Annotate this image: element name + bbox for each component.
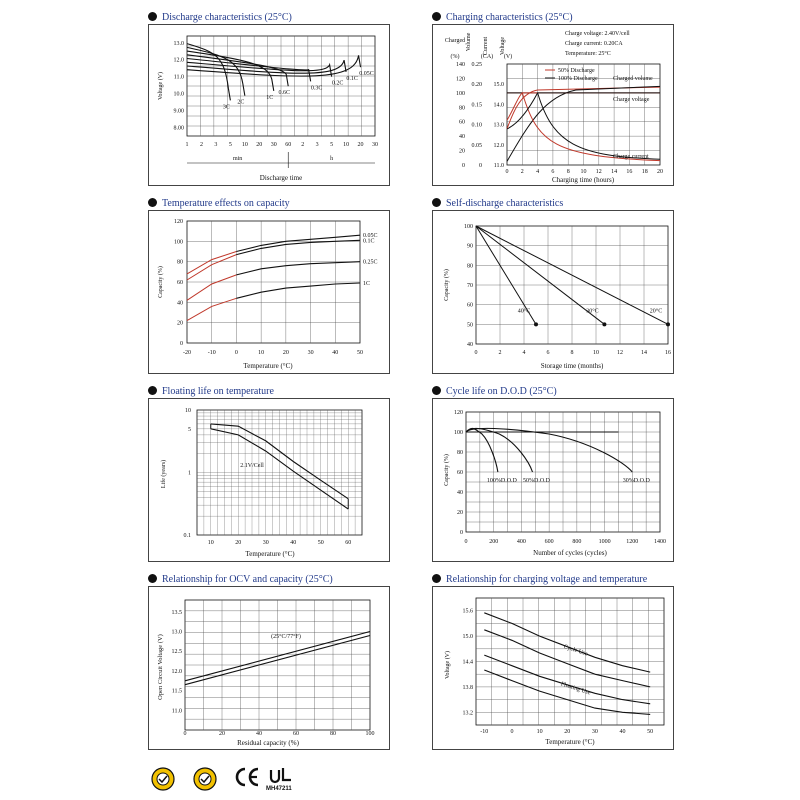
discharge-x-tick: 5 [228, 142, 232, 148]
discharge-x-tick: 10 [241, 142, 248, 148]
ocv-x-tick: 0 [183, 731, 187, 737]
ocv-x-tick: 40 [256, 731, 262, 737]
charging-legend-50: 50% Discharge [558, 68, 595, 74]
charge-voltage-band-label: Floating Use [559, 681, 592, 697]
temperature-series-label: 0.1C [363, 238, 375, 245]
charging-current-tick: 0 [479, 163, 482, 169]
self-discharge-x-tick: 12 [617, 350, 623, 356]
discharge-unit-h: h [330, 156, 334, 162]
ce-mark-icon [234, 766, 260, 788]
charging-x-tick: 16 [626, 169, 633, 175]
panel-title-text: Relationship for OCV and capacity (25°C) [162, 574, 333, 585]
floating-y-tick: 0.1 [183, 533, 191, 539]
self-discharge-series-label: 30°C [586, 308, 599, 315]
ocv-annotation: (25°C/77°F) [271, 634, 301, 640]
self-discharge-y-tick: 50 [467, 322, 473, 329]
iso-certification-icon [150, 766, 176, 792]
floating-y-label: Life (years) [161, 459, 167, 489]
charging-header-capacity-2: Volume [466, 32, 472, 52]
floating-y-tick: 1 [188, 470, 191, 477]
charging-x-tick: 18 [641, 169, 648, 175]
self-discharge-x-tick: 16 [665, 350, 671, 356]
temperature-x-tick: 0 [234, 350, 238, 356]
self-discharge-y-tick: 60 [467, 302, 473, 309]
charging-current-tick: 0.10 [471, 122, 482, 129]
discharge-series-label: 0.05C [359, 71, 374, 78]
temperature-y-tick: 100 [174, 239, 183, 246]
discharge-x-tick: 5 [330, 142, 334, 148]
self-discharge-y-tick: 80 [467, 263, 473, 270]
temperature-series-label: 0.25C [363, 259, 378, 266]
self-discharge-y-tick: 70 [467, 283, 473, 289]
cycle-x-tick: 0 [464, 539, 468, 545]
temperature-y-tick: 40 [177, 300, 183, 307]
temperature-y-tick: 60 [177, 280, 183, 286]
charging-header-current: Current [483, 36, 489, 56]
discharge-x-tick: 2 [301, 142, 305, 148]
charge-voltage-x-tick: 10 [536, 729, 543, 735]
cycle-y-label: Capacity (%) [444, 454, 450, 486]
charging-x-tick: 10 [580, 169, 587, 175]
discharge-x-label: Discharge time [259, 174, 303, 182]
charging-info-line: Charge current: 0.20CA [565, 41, 623, 47]
charging-voltage-tick: 13.0 [493, 122, 504, 129]
floating-y-tick: 10 [185, 408, 191, 414]
floating-x-tick: 30 [262, 540, 269, 546]
charge-voltage-lower-0 [484, 630, 650, 687]
panel-title-text: Cycle life on D.O.D (25°C) [446, 386, 557, 397]
charging-voltage-tick: 12.0 [493, 142, 504, 149]
self-discharge-x-tick: 0 [474, 350, 478, 356]
ocv-y-tick: 13.0 [171, 629, 182, 636]
self-discharge-y-tick: 40 [467, 342, 473, 348]
cycle-x-tick: 1200 [626, 539, 639, 545]
self-discharge-x-tick: 10 [593, 350, 599, 356]
discharge-series-label: 0.2C [331, 80, 344, 87]
discharge-y-label: Voltage (V) [158, 71, 164, 101]
panel-title-text: Temperature effects on capacity [162, 198, 290, 209]
temperature-x-tick: 20 [282, 350, 289, 356]
charging-voltage-tick: 11.0 [493, 163, 504, 169]
charging-current-tick: 0.25 [471, 62, 482, 68]
discharge-y-tick: 11.0 [173, 74, 184, 81]
self-discharge-x-label: Storage time (months) [540, 362, 604, 370]
cycle-series-label: 30%D.O.D [622, 478, 650, 484]
charging-annotation-current: Charge current [613, 154, 649, 160]
floating-x-tick: 10 [207, 540, 214, 546]
discharge-series-label: 3C [222, 104, 230, 111]
charging-current-tick: 0.05 [471, 142, 482, 149]
ocv-y-tick: 13.5 [171, 609, 182, 616]
charging-annotation-voltage: Charge voltage [613, 97, 650, 103]
charging-capacity-tick: 20 [459, 148, 465, 155]
discharge-x-tick: 20 [357, 142, 364, 148]
charging-header-capacity-1: Charged [444, 38, 466, 44]
charging-x-tick: 4 [536, 169, 540, 175]
charging-x-tick: 8 [566, 169, 570, 175]
charge-voltage-y-tick: 13.8 [462, 684, 473, 691]
discharge-x-tick: 3 [315, 142, 319, 148]
self-discharge-series-label: 20°C [649, 308, 663, 315]
panel-title-text: Floating life on temperature [162, 386, 274, 397]
discharge-x-tick: 30 [372, 142, 378, 148]
temperature-x-tick: 10 [258, 350, 265, 356]
charge-voltage-band-label: Cycle Use [562, 644, 589, 658]
temperature-x-tick: 30 [307, 350, 314, 356]
cycle-y-tick: 60 [457, 470, 463, 476]
discharge-series-label: 0.1C [346, 75, 358, 82]
charging-legend-100: 100% Discharge [558, 76, 598, 82]
cycle-curve-50%D.O.D [466, 428, 533, 472]
cycle-y-tick: 20 [457, 510, 463, 516]
cycle-y-tick: 0 [460, 530, 463, 536]
ocv-x-label: Residual capacity (%) [237, 739, 299, 747]
charging-header-current-unit: (CA) [480, 54, 494, 60]
charging-voltage-tick: 14.0 [493, 102, 504, 109]
temperature-x-tick: -20 [183, 350, 191, 356]
ocv-y-tick: 12.5 [171, 649, 182, 656]
discharge-y-tick: 9.00 [173, 108, 184, 115]
charging-x-label: Charging time (hours) [551, 176, 615, 184]
charging-header-capacity-3: (%) [450, 54, 460, 60]
charge-voltage-x-label: Temperature (°C) [545, 738, 595, 746]
discharge-x-tick: 1 [185, 142, 189, 148]
charge-voltage-x-tick: 0 [510, 729, 514, 735]
cycle-y-tick: 40 [457, 490, 463, 496]
discharge-series-label: 1C [266, 94, 274, 101]
temperature-curve-1C [236, 283, 360, 298]
charging-x-tick: 20 [657, 169, 663, 175]
cycle-x-tick: 1000 [598, 539, 611, 545]
self-discharge-x-tick: 6 [546, 350, 550, 356]
discharge-x-tick: 60 [285, 142, 292, 148]
self-discharge-x-tick: 8 [570, 350, 574, 356]
self-discharge-x-tick: 2 [498, 350, 502, 356]
self-discharge-line-30°C [476, 226, 604, 324]
ul-mark-icon [268, 766, 294, 786]
discharge-x-tick: 2 [199, 142, 203, 148]
floating-x-tick: 50 [317, 540, 324, 546]
temperature-y-tick: 120 [174, 219, 183, 225]
self-discharge-series-label: 40°C [517, 308, 531, 315]
temperature-x-label: Temperature (°C) [243, 362, 293, 370]
self-discharge-x-tick: 14 [641, 350, 647, 356]
cycle-series-label: 100%D.O.D [486, 478, 517, 484]
ocv-x-tick: 100 [365, 731, 375, 737]
ocv-y-tick: 11.0 [171, 708, 182, 715]
cycle-y-tick: 80 [457, 450, 463, 456]
charging-capacity-tick: 100 [456, 90, 465, 97]
cycle-x-tick: 1400 [654, 539, 666, 545]
charge-voltage-y-tick: 14.4 [462, 659, 473, 666]
charging-x-tick: 14 [611, 169, 618, 175]
charging-annotation-volume: Charged volume [613, 76, 653, 82]
charge-voltage-y-tick: 15.6 [462, 608, 473, 615]
ocv-x-tick: 80 [330, 731, 336, 737]
charging-capacity-tick: 0 [462, 163, 465, 169]
quality-certification-icon [192, 766, 218, 792]
charge-voltage-x-tick: 20 [564, 729, 571, 735]
temperature-series-label: 1C [363, 281, 371, 288]
self-discharge-x-tick: 4 [522, 350, 526, 356]
floating-x-tick: 40 [290, 540, 297, 546]
discharge-series-label: 0.3C [310, 85, 323, 92]
temperature-y-tick: 80 [177, 259, 183, 266]
temperature-x-tick: -10 [207, 350, 216, 356]
self-discharge-y-tick: 100 [464, 224, 473, 230]
discharge-y-tick: 12.0 [173, 57, 184, 64]
charging-capacity-tick: 120 [456, 76, 465, 83]
cycle-y-tick: 120 [454, 410, 463, 416]
cycle-series-label: 50%D.O.D [523, 478, 551, 484]
self-discharge-endpoint-40°C [534, 322, 538, 326]
cycle-x-tick: 800 [572, 539, 582, 545]
charge-voltage-y-tick: 15.0 [462, 634, 473, 641]
charge-voltage-y-label: Voltage (V) [445, 650, 451, 680]
charging-capacity-tick: 80 [459, 105, 465, 112]
cycle-y-tick: 100 [454, 430, 463, 436]
charge-voltage-x-tick: -10 [480, 729, 489, 735]
ocv-y-tick: 12.0 [171, 668, 182, 675]
temperature-curve-0.25C [236, 262, 360, 275]
discharge-x-tick: 10 [343, 142, 350, 148]
charging-x-tick: 0 [505, 169, 509, 175]
discharge-y-tick: 13.0 [173, 40, 184, 47]
panel-title-text: Relationship for charging voltage and temperature [446, 574, 648, 585]
self-discharge-endpoint-20°C [666, 322, 670, 326]
cycle-curve-100%D.O.D [466, 428, 498, 472]
charging-voltage-tick: 15.0 [493, 82, 504, 89]
temperature-y-tick: 0 [180, 341, 183, 347]
ocv-y-tick: 11.5 [171, 688, 182, 695]
charge-voltage-x-tick: 50 [647, 729, 654, 735]
temperature-y-tick: 20 [177, 320, 183, 327]
charging-info-line: Charge voltage: 2.40V/cell [565, 31, 630, 37]
self-discharge-y-tick: 90 [467, 243, 473, 250]
charge-voltage-x-tick: 40 [619, 729, 626, 735]
cycle-x-tick: 200 [489, 539, 499, 545]
charging-header-voltage: Voltage [500, 36, 506, 56]
discharge-x-tick: 3 [214, 142, 218, 148]
discharge-y-tick: 8.00 [173, 125, 184, 132]
discharge-series-label: 0.6C [278, 90, 290, 97]
charge-voltage-x-tick: 30 [591, 729, 598, 735]
discharge-x-tick: 20 [256, 142, 263, 148]
temperature-x-tick: 40 [332, 350, 339, 356]
floating-y-tick: 5 [188, 426, 191, 433]
ocv-y-label: Open Circuit Voltage (V) [157, 634, 164, 700]
charge-voltage-lower-1 [484, 670, 650, 714]
cycle-x-tick: 400 [516, 539, 526, 545]
discharge-unit-min: min [232, 156, 243, 162]
panel-title-text: Self-discharge characteristics [446, 198, 564, 209]
floating-x-label: Temperature (°C) [245, 550, 295, 558]
charging-info-line: Temperature: 25°C [565, 51, 611, 57]
charging-x-tick: 12 [595, 169, 602, 175]
panel-title-text: Charging characteristics (25°C) [446, 12, 573, 23]
temperature-x-tick: 50 [357, 350, 363, 356]
floating-x-tick: 60 [345, 540, 352, 546]
charging-x-tick: 2 [520, 169, 524, 175]
charging-x-tick: 6 [551, 169, 555, 175]
charge-voltage-y-tick: 13.2 [462, 710, 473, 717]
charging-capacity-tick: 40 [459, 134, 465, 141]
self-discharge-endpoint-30°C [602, 322, 606, 326]
self-discharge-y-label: Capacity (%) [444, 269, 450, 301]
charging-current-tick: 0.20 [471, 82, 482, 89]
charging-header-voltage-unit: (V) [503, 54, 513, 60]
cycle-x-label: Number of cycles (cycles) [533, 549, 607, 557]
discharge-x-tick: 30 [270, 142, 277, 148]
panel-title-text: Discharge characteristics (25°C) [162, 12, 292, 23]
cycle-x-tick: 600 [544, 539, 554, 545]
floating-x-tick: 20 [235, 540, 242, 546]
charging-current-tick: 0.15 [471, 102, 482, 109]
discharge-y-tick: 10.0 [173, 91, 184, 98]
floating-annotation: 2.1V/Cell [240, 463, 264, 469]
temperature-y-label: Capacity (%) [158, 266, 164, 298]
discharge-series-label: 2C [237, 99, 245, 106]
ocv-x-tick: 60 [293, 731, 299, 737]
charging-capacity-tick: 60 [459, 119, 465, 126]
temperature-series-label: 0.05C [363, 233, 378, 240]
ocv-x-tick: 20 [219, 731, 225, 737]
ul-file-number: MH47211 [266, 786, 292, 792]
charging-capacity-tick: 140 [456, 62, 465, 68]
